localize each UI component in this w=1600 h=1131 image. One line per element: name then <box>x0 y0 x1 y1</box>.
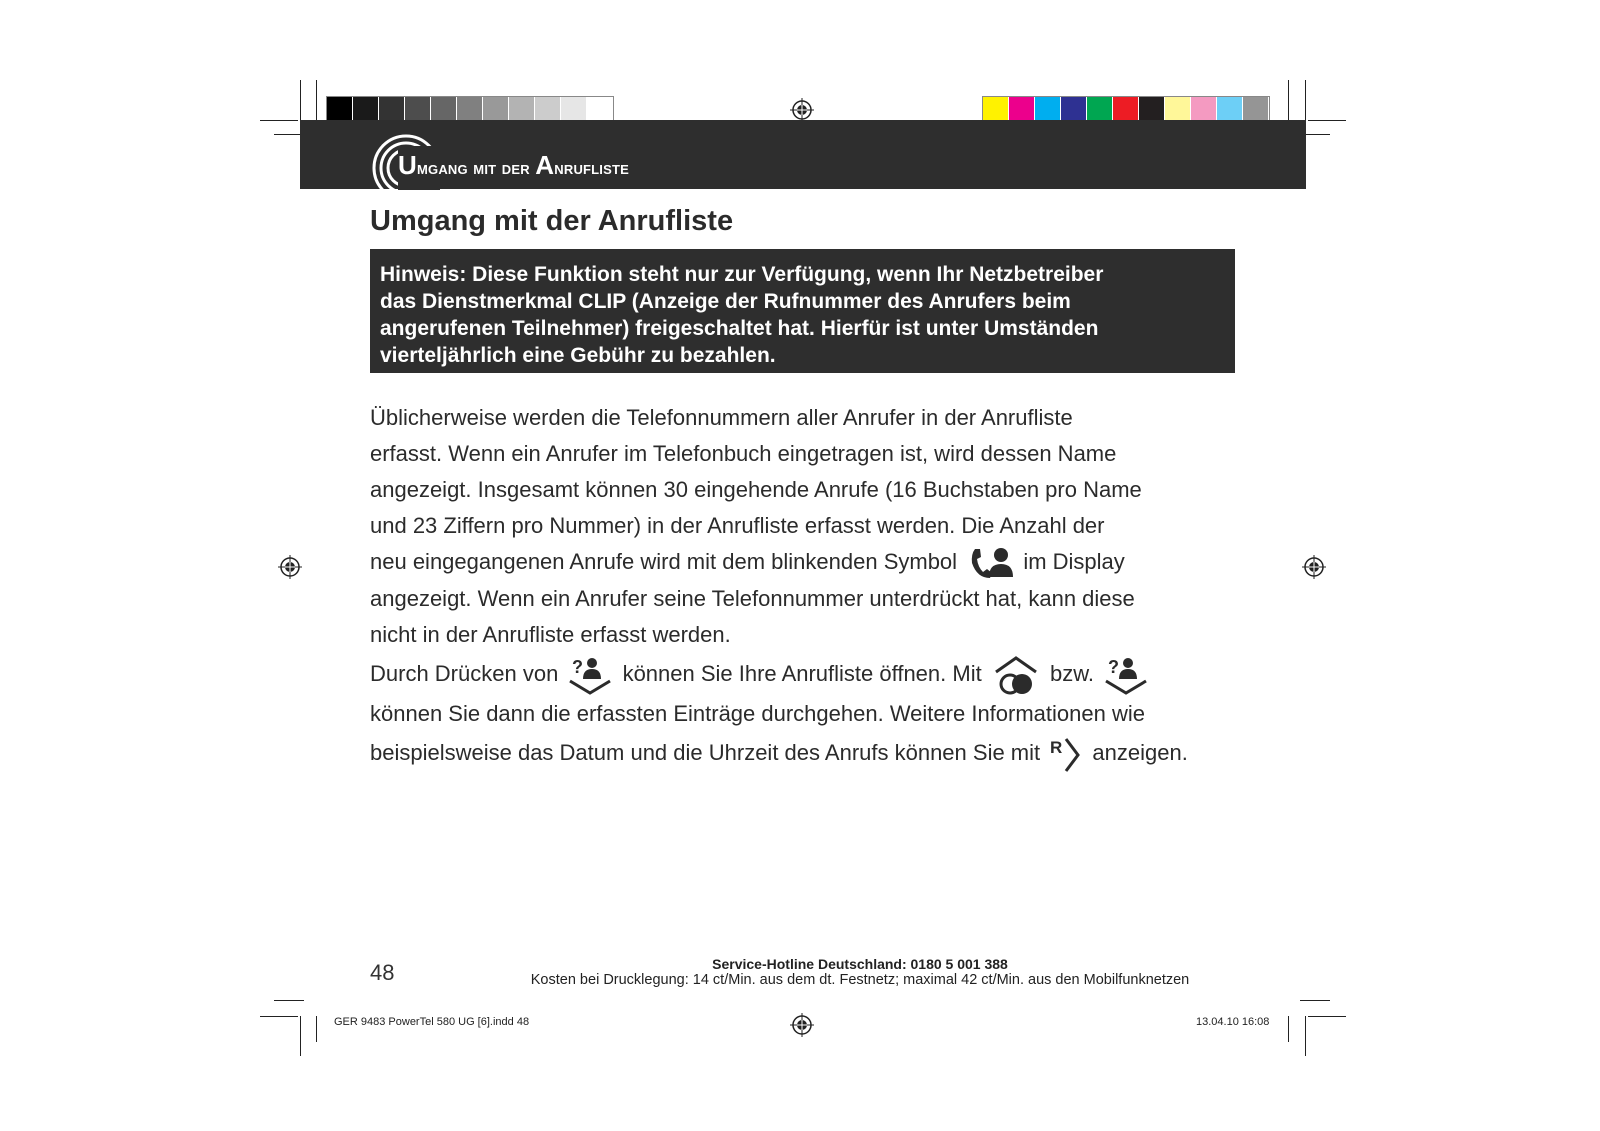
note-line: angerufenen Teilnehmer) freigeschaltet hat. Hierfür ist unter Umständen <box>380 317 1099 340</box>
body-line: beispielsweise das Datum und die Uhrzeit des Anrufs können Sie mit R anzeigen. <box>370 732 1250 774</box>
slug-filename: GER 9483 PowerTel 580 UG [6].indd 48 <box>334 1016 530 1028</box>
crop-mark <box>1308 120 1346 121</box>
body-line: angezeigt. Insgesamt können 30 eingehende Anrufe (16 Buchstaben pro Name <box>370 477 1142 502</box>
chapter-title: Umgang mit der Anrufliste <box>398 150 630 180</box>
crop-mark <box>300 1016 301 1056</box>
page-title: Umgang mit der Anrufliste <box>370 205 734 237</box>
crop-mark <box>316 1016 317 1042</box>
registration-mark-icon <box>1302 555 1326 579</box>
missed-call-icon <box>967 545 1013 581</box>
body-line: erfasst. Wenn ein Anrufer im Telefonbuch eingetragen ist, wird dessen Name <box>370 441 1117 466</box>
crop-mark <box>1305 1016 1306 1056</box>
registration-mark-icon <box>790 1013 814 1037</box>
svg-text:?: ? <box>572 657 584 678</box>
svg-text:?: ? <box>1108 657 1120 678</box>
body-line: können Sie dann die erfassten Einträge durchgehen. Weitere Informationen wie <box>370 701 1145 727</box>
r-key-icon <box>1048 735 1084 775</box>
body-line: angezeigt. Wenn ein Anrufer seine Telefonnummer unterdrückt hat, kann diese <box>370 586 1135 612</box>
call-list-down-key-icon <box>1104 655 1148 695</box>
body-line: und 23 Ziffern pro Nummer) in der Anrufliste erfasst werden. Die Anzahl der <box>370 513 1105 538</box>
crop-mark <box>260 120 298 121</box>
note-line: Hinweis: Diese Funktion steht nur zur Verfügung, wenn Ihr Netzbetreiber <box>380 263 1104 286</box>
crop-mark <box>316 80 317 120</box>
slug-date: 13.04.10 16:08 <box>1196 1016 1270 1028</box>
body-text <box>370 400 1250 775</box>
body-line: neu eingegangenen Anrufe wird mit dem blinkenden Symbol im Display <box>370 544 1250 581</box>
crop-mark <box>1288 80 1289 120</box>
body-line: Durch Drücken von ? können Sie Ihre Anrufliste öffnen. Mit bzw. ? <box>370 653 1250 696</box>
crop-mark <box>1300 1000 1330 1001</box>
call-list-down-key-icon <box>568 655 612 695</box>
crop-mark <box>274 1000 304 1001</box>
page-number: 48 <box>370 960 395 985</box>
service-hotline: Service-Hotline Deutschland: 0180 5 001 388 <box>712 956 1008 972</box>
note-line: vierteljährlich eine Gebühr zu bezahlen. <box>380 344 776 367</box>
body-line: Üblicherweise werden die Telefonnummern aller Anrufer in der Anrufliste <box>370 405 1073 430</box>
r-key-label: R <box>1050 737 1063 757</box>
note-line: das Dienstmerkmal CLIP (Anzeige der Rufnummer des Anrufers beim <box>380 290 1071 313</box>
registration-mark-icon <box>278 555 302 579</box>
phonebook-up-key-icon <box>992 654 1040 696</box>
registration-mark-icon <box>790 98 814 122</box>
note-box <box>370 249 1235 373</box>
chapter-header <box>300 120 1306 189</box>
cost-note: Kosten bei Drucklegung: 14 ct/Min. aus dem dt. Festnetz; maximal 42 ct/Min. aus den Mobilfunknetzen <box>530 972 1190 988</box>
crop-mark <box>1288 1016 1289 1042</box>
body-line: nicht in der Anrufliste erfasst werden. <box>370 622 731 648</box>
crop-mark <box>1308 1016 1346 1017</box>
crop-mark <box>260 1016 298 1017</box>
